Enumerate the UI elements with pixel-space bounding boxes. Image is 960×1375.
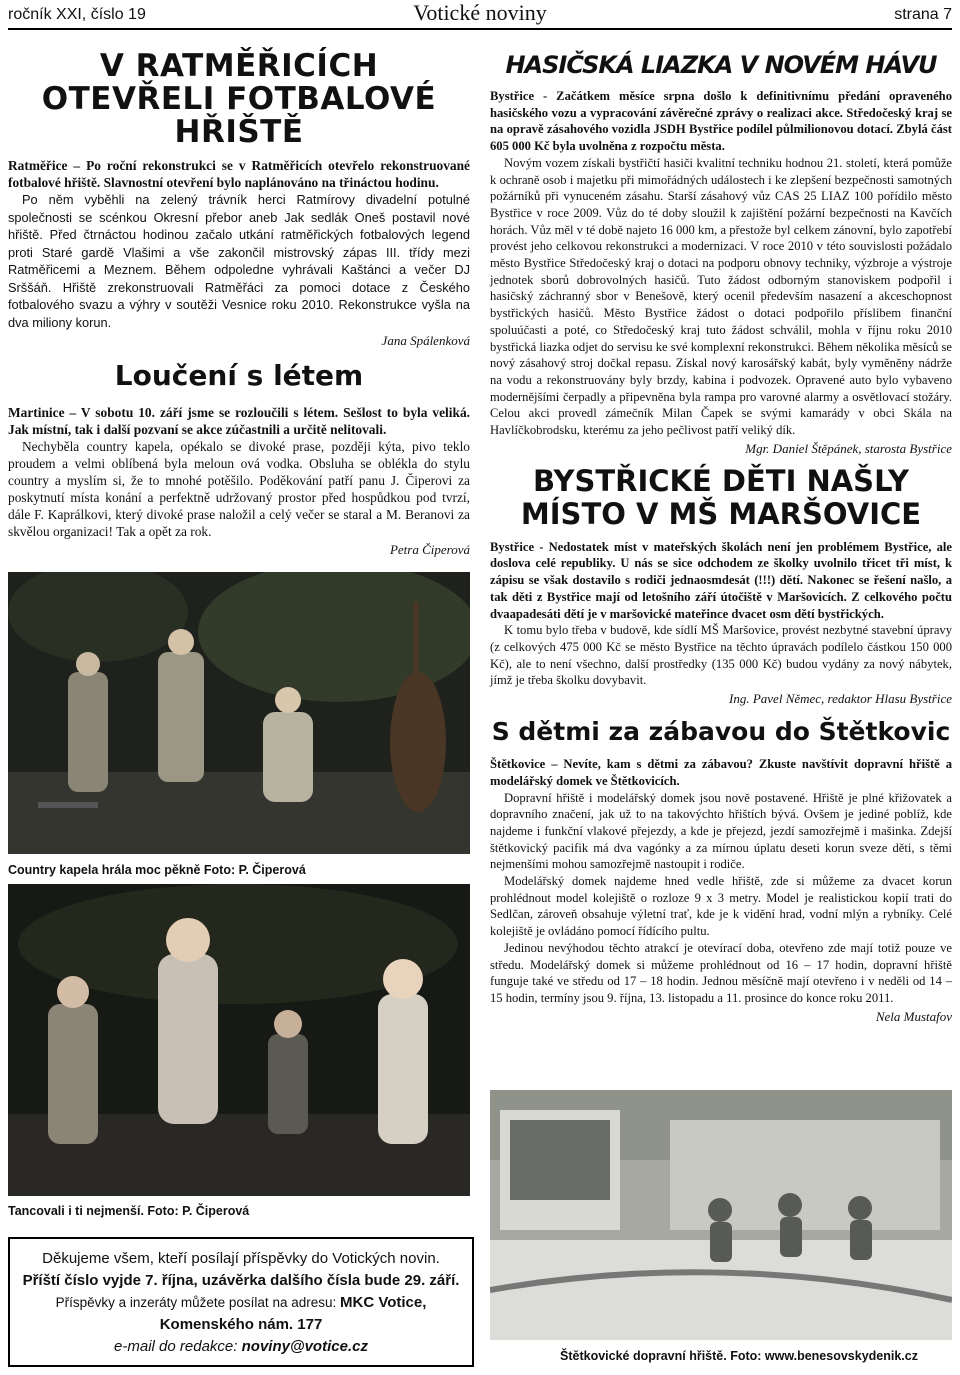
article-lead-louceni: Martinice – V sobotu 10. září jsme se rozloučili s létem. Sešlost to byla veliká. Jak místní, tak i další pozvaní se akce zúčastnili a určitě nelitovali. (8, 405, 470, 437)
article-author-marsovice: Ing. Pavel Němec, redaktor Hlasu Bystřice (729, 691, 952, 707)
notice-next-issue: Příští číslo vyjde 7. října, uzávěrka dalšího čísla bude 29. září. (22, 1272, 460, 1289)
photo-dancing (8, 884, 470, 1196)
article-lead-liazka: Bystřice - Začátkem měsíce srpna došlo k definitivnímu předání opraveného hasičského vozu a vypracování závěrečné zprávy o realizaci akce. Středočeský kraj se na opravě zásahového vozidla JSDH Bystřice podílel půlmilionovou dotací. Zbylá část 605 000 Kč byla uvolněna z rozpočtu města. (490, 89, 952, 154)
right-column (490, 50, 952, 1029)
article-body-louceni: Nechyběla country kapela, opékalo se divoké prase, později kýta, pivo teklo proudem a velmi oblíbená byla meloun ová vodka. Obsluha se oblékla do stylu country a myslím si, že to mnohé potěšilo. Poděkování patří panu J. Čiperovi za poskytnutí místa konání a perfektně udržovaný prostor před hospůdkou pod tvrzí, dále F. Kaprálkovi, který divoké prase naložil a celý večer se staral a M. Beranovi za skvělou organizaci! Tak a opět za rok. (8, 439, 470, 539)
article-lead-stetkovice: Štětkovice – Nevíte, kam s dětmi za zábavou? Zkuste navštívit dopravní hřiště a modelářský domek ve Štětkovicích. (490, 757, 952, 788)
article-body-stetkovice-1: Dopravní hřiště i modelářský domek jsou nově postavené. Hřiště je plné křižovatek a dopravního značení, jak už to na takovýchto hřištích bývá. Ovšem je jediné poblíž, kde najdeme i funkční vlakové přejezdy, a kde je přejezd, jezdí samozřejmě i mašinka. Zdejší štětkovický pacifik má dva vagónky a za mírnou úplatu deseti korun sveze děti, s těmi nejmenšími mohou samozřejmě nastoupit i rodiče. (490, 790, 952, 872)
article-title-stetkovice: S dětmi za zábavou do Štětkovic (491, 717, 951, 747)
editorial-notice-box (8, 1237, 474, 1367)
left-column (8, 50, 470, 562)
article-title-louceni: Loučení s létem (114, 359, 364, 392)
notice-address-street: Komenského nám. 177 (159, 1316, 323, 1333)
article-lead-marsovice: Bystřice - Nedostatek míst v mateřských školách není jen problémem Bystřice, ale doslova celé republiky. U nás se sice odchodem ze školky uvolnilo třicet tři míst, k zápisu se však dostavilo s rodiči jednaosmdesát (!!!) dětí. Nakonec se řešení našlo, a tak děti z Bystřice mají od letošního září útočiště v Maršovicích. Z celkového počtu dvaapadesáti dětí je v maršovické mateřince dvacet osm dětí bystřických. (490, 539, 952, 621)
article-author-liazka: Mgr. Daniel Štěpánek, starosta Bystřice (745, 440, 952, 456)
notice-email-label: e-mail do redakce: (114, 1338, 238, 1355)
article-author-ratmerice: Jana Spálenková (381, 333, 470, 348)
article-author-louceni: Petra Čiperová (389, 542, 470, 557)
notice-thanks: Děkujeme všem, kteří posílají příspěvky do Votických novin. (42, 1250, 440, 1267)
article-body-ratmerice: Po něm vyběhli na zelený trávník herci Ratmírovy divadelní potulné společnosti se scénkou Okresní přebor aneb Jak sedlák Oneš postavil nové hřiště. Před čtrnáctou hodinou začalo utkání ratměřických fotbalových legend proti Staré gardě Vlašimi a vše zakončil mistrovský zápas III. třídy mezi Ratměřicemi a Meznem. Během odpoledne vyhrávali Kaštánci a večer DJ Srššáň. Hřiště zrekonstruovali Ratměřáci za pomoci dotace z Českého fotbalového svazu a výhry v soutěži Vesnice roku 2010. Rekonstrukce vyšla na dva miliony korun. (8, 192, 470, 330)
article-title-liazka: HASIČSKÁ LIAZKA V NOVÉM HÁVU (505, 51, 937, 79)
article-title-ratmerice: V RATMĚŘICÍCH OTEVŘELI FOTBALOVÉ HŘIŠTĚ (41, 48, 437, 150)
notice-email: noviny@votice.cz (241, 1338, 368, 1355)
issue-label: ročník XXI, číslo 19 (8, 6, 146, 23)
article-lead-ratmerice: Ratměřice – Po roční rekonstrukci se v Ratměřicích otevřelo rekonstruované fotbalové hřiště. Slavnostní otevření bylo naplánováno na třináctou hodinu. (8, 158, 470, 190)
caption-traffic-playground: Štětkovické dopravní hřiště. Foto: www.benesovskydenik.cz (560, 1349, 918, 1363)
notice-address-label: Příspěvky a inzeráty můžete posílat na adresu: (55, 1295, 337, 1310)
article-author-stetkovice: Nela Mustafov (875, 1008, 952, 1024)
article-body-liazka: Novým vozem získali bystřičtí hasiči kvalitní techniku hodnou 21. století, která pomůže k ochraně osob i majetku při mimořádných událostech i ke zlepšení bezpečnosti samotných požárníků při vynuceném zásahu. Starší zásahový vůz CAS 25 LIAZ 100 pořídilo město Bystřice v roce 2009. Vůz do té doby sloužil k zajištění požární bezpečnosti na Kavčích horách. Vůz měl v té době najeto 16 000 km, a přestože byl celkem zánovní, bylo zapotřebí provést jeho celkovou rekonstrukci a modernizaci. V roce 2010 v této souvislosti požádalo město Bystřice Středočeský kraj o dotaci na podporu obnovy techniky, výzbroje a výstroje jednotek sborů dobrovolných hasičů. Tuto žádost odborným stanoviskem podpořil i hasičský záchranný sbor v Benešově, který ocenil především nasazení a akceschopnost bystřických hasičů. Město Bystřice žádost o dotaci podpořilo příslibem finanční spoluúčasti a poté, co Středočeský kraj tuto žádost schválil, mohla v říjnu roku 2010 bystřická liazka odjet do servisu ke své komplexní rekonstrukci. Během několika měsíců se nový zásahový stroj dočkal repasu. Získal nový karosářský kabát, byly vyměněny nádrže na vodu a rekonstruovány byly brzdy, kabina i podvozek. Opravené auto bylo vybaveno modernějšími čerpadly a připevněna byla rampa pro varovné alarmy a osvětlovací stožáry. Celou akci provedl zámečník Milan Čapek se svými kamarády v obci Skála na Havlíčkobrodsku, kterému za jeho pečlivost patří veliký dík. (490, 155, 952, 438)
photo-traffic-playground (490, 1090, 952, 1340)
article-body-marsovice: K tomu bylo třeba v budově, kde sídlí MŠ Maršovice, provést nezbytné stavební úpravy (z celkových 475 000 Kč se město Bystřice na těchto úpravách podílelo částkou 150 000 Kč), ale to není všechno, další prostředky (135 000 Kč) budou vydány za nový nábytek, jímž je třeba školku dovybavit. (490, 623, 952, 688)
article-body-stetkovice-2: Modelářský domek najdeme hned vedle hřiště, zde si můžeme za dvacet korun prohlédnout model kolejiště o rozloze 9 x 3 metry. Model je realistickou kopií trati do Sedlčan, zároveň obsahuje výletní trať, kde je k vidění hrad, vodní mlýn a rybníky. Celé kolejiště je ovládáno pomocí řídícího pultu. (490, 874, 952, 939)
caption-country-band: Country kapela hrála moc pěkně Foto: P. Čiperová (8, 863, 306, 877)
notice-address-name: MKC Votice, (340, 1294, 427, 1311)
article-body-stetkovice-3: Jedinou nevýhodou těchto atrakcí je otevírací doba, otevřeno zde mají totiž pouze ve středu. Modelářský domek si můžeme prohlédnout od 16 – 17 hodin, dopravní hřiště funguje také ve středu od 17 – 18 hodin. Jednou měsíčně mají otevřeno i v neděli od 14 – 15 hodin, termíny jsou 9. října, 13. listopadu a 11. prosince do konce roku 2011. (490, 940, 952, 1005)
page-number: strana 7 (894, 6, 952, 23)
page-header (8, 0, 952, 30)
caption-dancing: Tancovali i ti nejmenší. Foto: P. Čiperová (8, 1204, 250, 1218)
photo-country-band (8, 572, 470, 854)
newspaper-title: Votické noviny (413, 0, 547, 25)
article-title-marsovice: BYSTŘICKÉ DĚTI NAŠLY MÍSTO V MŠ MARŠOVICE (520, 463, 922, 531)
